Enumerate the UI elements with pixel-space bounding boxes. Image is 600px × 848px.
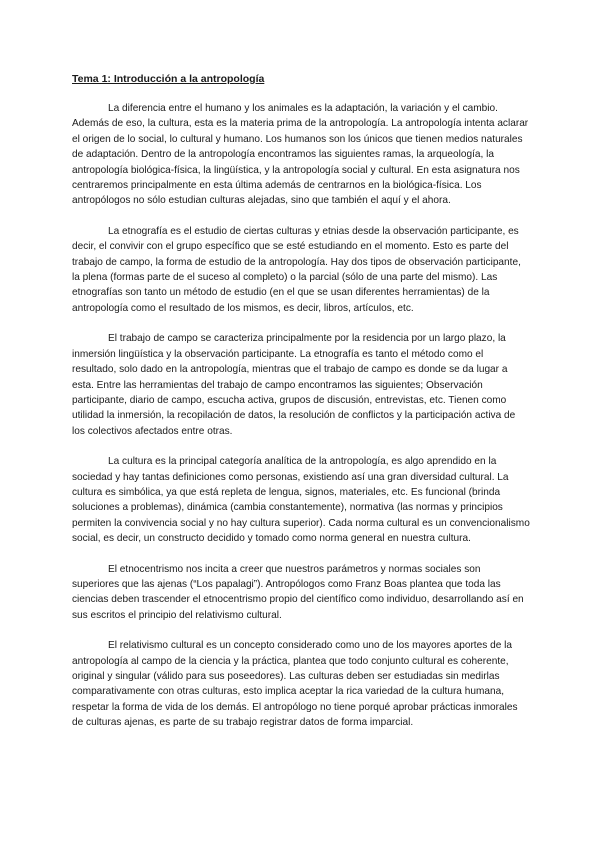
paragraph-fieldwork: El trabajo de campo se caracteriza principalmente por la residencia por un largo plazo, la inmersión lingüística y la observación participante. La etnografía es tanto el método como el resultado, solo dado en la antropología, mientras que el trabajo de campo es donde se da lugar a esta. Entre las herramientas del trabajo de campo encontramos las siguientes; Observación participante, diario de campo, escucha activa, grupos de discusión, entrevistas, etc. Tienen como utilidad la inmersión, la recopilación de datos, la resolución de conflictos y la participación activa de los colectivos afectados entre otras. [72,333,516,437]
paragraph-adaptation: La diferencia entre el humano y los animales es la adaptación, la variación y el cambio. Además de eso, la cultura, esta es la materia prima de la antropología. La antropología intenta aclarar el origen de lo social, lo cultural y humano. Los humanos son los únicos que tienen medios naturales de adaptación. Dentro de la antropología encontramos las siguientes ramas, la arqueología, la antropología biológica-física, la lingüística, y la antropología social y cultural. En esta asignatura nos centraremos principalmente en esta última además de centrarnos en la biológica-física. Los antropólogos no sólo estudian culturas alejadas, sino que también el aquí y el ahora. [72,103,529,207]
paragraph-cultural-relativism: El relativismo cultural es un concepto considerado como uno de los mayores aportes de la antropología al campo de la ciencia y la práctica, plantea que todo conjunto cultural es coherente, original y singular (válido para sus poseedores). Las culturas deben ser estudiadas sin medirlas comparativamente con otras culturas, esto implica aceptar la rica variedad de la cultura humana, respetar la forma de vida de los demás. El antropólogo no tiene porqué aprobar prácticas inmorales de culturas ajenas, es parte de su trabajo registrar datos de forma imparcial. [72,640,518,729]
paragraph-ethnography: La etnografía es el estudio de ciertas culturas y etnias desde la observación participante, es decir, el convivir con el grupo específico que se esté estudiando en el momento. Esto es parte del trabajo de campo, la forma de estudio de la antropología. Hay dos tipos de observación participante, la plena (formas parte de el suceso al completo) o la parcial (sólo de una parte del mismo). Las etnografías son tanto un método de estudio (en el que se usan diferentes herramientas) de la antropología como el resultado de los mismos, es decir, libros, artículos, etc. [72,225,521,314]
document-body [72,72,530,746]
document-title: Tema 1: Introducción a la antropología [72,73,265,85]
paragraph-ethnocentrism: El etnocentrismo nos incita a creer que nuestros parámetros y normas sociales son superiores que las ajenas (“Los papalagi”). Antropólogos como Franz Boas plantea que toda las ciencias deben trascender el etnocentrismo propio del científico como individuo, desarrollando así en sus escritos el principio del relativismo cultural. [72,563,524,621]
paragraph-culture: La cultura es la principal categoría analítica de la antropología, es algo aprendido en la sociedad y hay tantas definiciones como personas, existiendo así una gran diversidad cultural. La cultura es simbólica, ya que está repleta de lengua, signos, materiales, etc. Es funcional (brinda soluciones a problemas), dinámica (cambia constantemente), normativa (las normas y principios permiten la convivencia social y no hay cultura superior). Cada norma cultural es un convencionalismo social, es decir, un constructo decidido y tomado como norma general en nuestra cultura. [72,456,530,545]
